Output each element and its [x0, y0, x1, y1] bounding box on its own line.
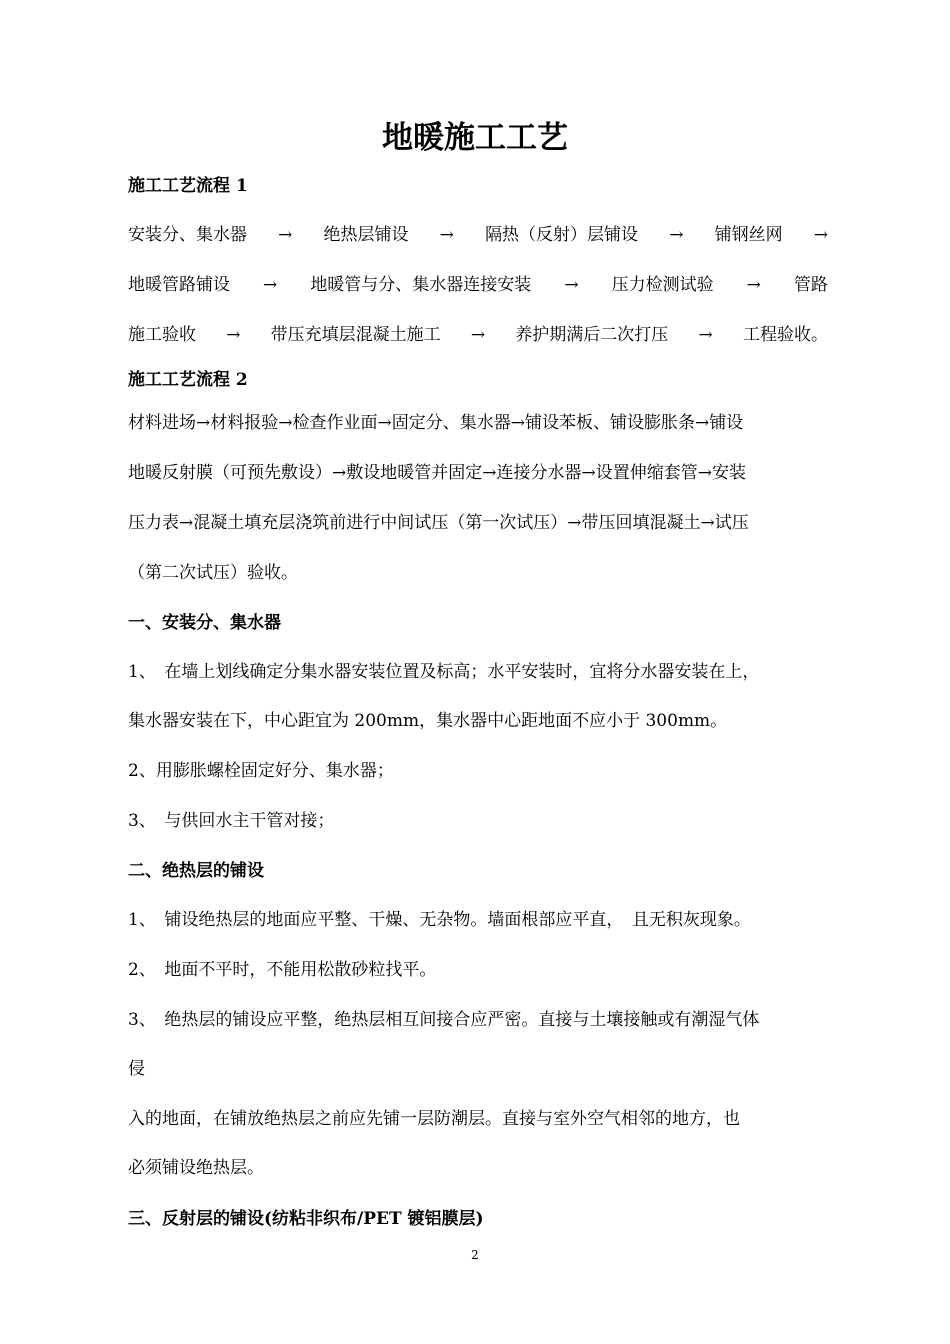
section-heading: 二、绝热层的铺设: [128, 861, 264, 881]
flow-step: 铺钢丝网: [714, 225, 783, 245]
paragraph-line: 3、 与供回水主干管对接；: [128, 811, 335, 831]
flow-step: 地暖管路铺设: [128, 275, 230, 295]
paragraph-line: 3、 绝热层的铺设应平整，绝热层相互间接合应严密。直接与土壤接触或有潮湿气体: [128, 1010, 760, 1030]
paragraph-line: 入的地面，在铺放绝热层之前应先铺一层防潮层。直接与室外空气相邻的地方，也: [128, 1109, 740, 1129]
flow-step: 养护期满后二次打压: [515, 325, 669, 345]
page-number: 2: [471, 1248, 479, 1262]
flow-step: 地暖管与分、集水器连接安装: [310, 275, 532, 295]
arrow-icon: →: [439, 225, 454, 245]
arrow-icon: →: [813, 225, 828, 245]
paragraph-line: 材料进场→材料报验→检查作业面→固定分、集水器→铺设苯板、铺设膨胀条→铺设: [128, 413, 744, 433]
paragraph-line: 2、用膨胀螺栓固定好分、集水器；: [128, 761, 394, 781]
paragraph-line: 集水器安装在下，中心距宜为 200mm，集水器中心距地面不应小于 300mm。: [128, 711, 728, 731]
flow1-row-3: [128, 324, 828, 346]
flow-step: 安装分、集水器: [128, 225, 247, 245]
paragraph-line: 侵: [128, 1059, 145, 1079]
document-title: 地暖施工工艺: [382, 120, 568, 156]
arrow-icon: →: [669, 225, 684, 245]
paragraph-line: 必须铺设绝热层。: [128, 1158, 264, 1178]
arrow-icon: →: [263, 275, 278, 295]
flow-step: 绝热层铺设: [323, 225, 409, 245]
arrow-icon: →: [564, 275, 579, 295]
paragraph-line: 地暖反射膜（可预先敷设）→敷设地暖管并固定→连接分水器→设置伸缩套管→安装: [128, 463, 746, 483]
flow2-heading: 施工工艺流程 2: [128, 370, 248, 390]
flow-step: 施工验收: [128, 325, 196, 345]
paragraph-line: 1、 铺设绝热层的地面应平整、干燥、无杂物。墙面根部应平直， 且无积灰现象。: [128, 910, 751, 930]
flow1-row-2: [128, 274, 828, 296]
flow-step: 工程验收。: [742, 325, 828, 345]
arrow-icon: →: [698, 325, 713, 345]
flow-step: 带压充填层混凝土施工: [270, 325, 441, 345]
section-heading: 三、反射层的铺设(纺粘非织布/PET 镀铝膜层): [128, 1209, 484, 1229]
flow-step: 隔热（反射）层铺设: [485, 225, 639, 245]
flow1-heading: 施工工艺流程 1: [128, 176, 248, 196]
paragraph-line: 压力表→混凝土填充层浇筑前进行中间试压（第一次试压）→带压回填混凝土→试压: [128, 513, 749, 533]
paragraph-line: （第二次试压）验收。: [128, 563, 298, 583]
paragraph-line: 2、 地面不平时，不能用松散砂粒找平。: [128, 960, 437, 980]
paragraph-line: 1、 在墙上划线确定分集水器安装位置及标高；水平安装时，宜将分水器安装在上，: [128, 662, 760, 682]
arrow-icon: →: [470, 325, 486, 345]
flow1-row-1: [128, 224, 828, 246]
flow-step: 管路: [793, 275, 828, 295]
section-heading: 一、安装分、集水器: [128, 613, 281, 633]
arrow-icon: →: [226, 325, 241, 345]
flow-step: 压力检测试验: [611, 275, 714, 295]
arrow-icon: →: [278, 225, 293, 245]
arrow-icon: →: [746, 275, 761, 295]
